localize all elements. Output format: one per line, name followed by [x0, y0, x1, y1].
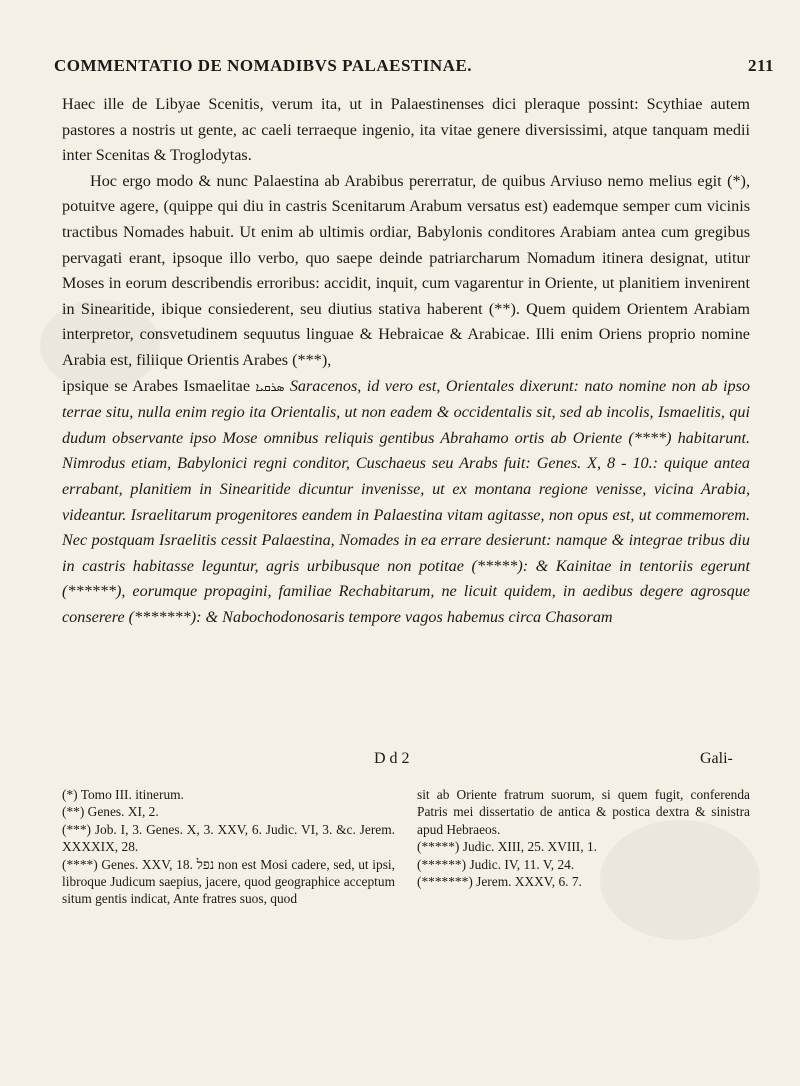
paragraph [62, 374, 750, 631]
footnote: (*******) Jerem. XXXV, 6. 7. [417, 874, 582, 890]
footnote: (*****) Judic. XIII, 25. XVIII, 1. [417, 839, 597, 855]
arabic-word: ܣܪܩܝܐ [255, 379, 285, 394]
main-text [62, 92, 750, 630]
running-title: COMMENTATIO DE NOMADIBVS PALAESTINAE. [54, 56, 473, 75]
paragraph-rest: Saracenos, id vero est, Orientales dixerunt: nato nomine non ab ipso terrae situ, nulla enim regio ita Orientalis, ut non eadem & occidentalis sit, sed ab incolis, Ismaelitis, qui dudum observante ipso Mose omnibus reliquis gentibus Abrahamo ortis ab Oriente (****) habitarunt. Nimrodus etiam, Babylonici regni conditor, Cuschaeus seu Arabs fuit: Genes. X, 8 - 10.: quique antea errabant, planitiem in Sinearitide dicuntur invenisse, ut ex montana regione venisse, vicina Arabia, videantur. Israelitarum progenitores eandem in Palaestina vitam agitasse, non opus est, ut commemorem. Nec postquam Israelitis cessit Palaestina, Nomades in ea errare desierunt: namque & integrae tribus diu in castris habitasse leguntur, agris urbibusque non potitae (*****): & Kainitae in tentoriis egerunt (******), eorumque propagini, familiae Rechabitarum, ne licuit quidem, in aedibus degere agrosque conserere (*******): & Nabochodonosaris tempore vagos habemus circa Chasoram [62, 376, 751, 626]
footnote: (***) Job. I, 3. Genes. X, 3. XXV, 6. Judic. VI, 3. &c. Jerem. XXXXIX, 28. [62, 821, 395, 855]
footnote: (*) Tomo III. itinerum. [62, 787, 184, 802]
footnote: sit ab Oriente fratrum suorum, si quem fugit, conferenda Patris mei dissertatio de antica & postica dextra & sinistra apud Hebraeos. [417, 787, 750, 837]
footnote: (******) Judic. IV, 11. V, 24. [417, 856, 575, 872]
footnote: (**) Genes. XI, 2. [62, 804, 159, 820]
paragraph: Hoc ergo modo & nunc Palaestina ab Arabibus pererratur, de quibus Arviuso nemo melius egit (*), potuitve agere, (quippe qui diu in castris Scenitarum Arabum versatus est) eademque semper cum vicinis tractibus Nomades habuit. Ut enim ab ultimis ordiar, Babylonis conditores Arabiam antea cum gregibus pervagati erant, ipsoque illo verbo, quo saepe deinde patriarcharum Nomadum itinera designat, utitur Moses in eorum describendis erroribus: accidit, inquit, cum vagarentur in Oriente, ut planitiem invenirent in Sinearitide, ibique consiederent, seu diutius stativa haberent (**). Quem quidem Orientem Arabiam interpretor, consvetudinem sequutus linguae & Hebraicae & Arabicae. Illi enim Oriens proprio nomine Arabia est, filiique Orientis Arabes (***), [62, 171, 750, 369]
page-header [0, 48, 800, 82]
catchword: Gali- [700, 750, 733, 767]
signature-mark: D d 2 [374, 750, 410, 767]
page-number: 211 [748, 56, 775, 75]
footnotes-right-column [417, 786, 750, 890]
footnote: (****) Genes. XXV, 18. נפל non est Mosi cadere, sed, ut ipsi, libroque Judicum saepius, jacere, quod geographice acceptum situm gentis indicat, Ante fratres suos, quod [62, 856, 395, 907]
paragraph: Haec ille de Libyae Scenitis, verum ita, ut in Palaestinenses dici pleraque possint: Scythiae autem pastores a nostris ut gente, ac caeli terraeque ingenio, ita vitae genere diversissimi, atque tanquam medii inter Scenitas & Troglodytas. [62, 95, 750, 165]
footnotes-left-column [62, 786, 395, 908]
paragraph-start: ipsique se Arabes Ismaelitae [62, 376, 251, 395]
